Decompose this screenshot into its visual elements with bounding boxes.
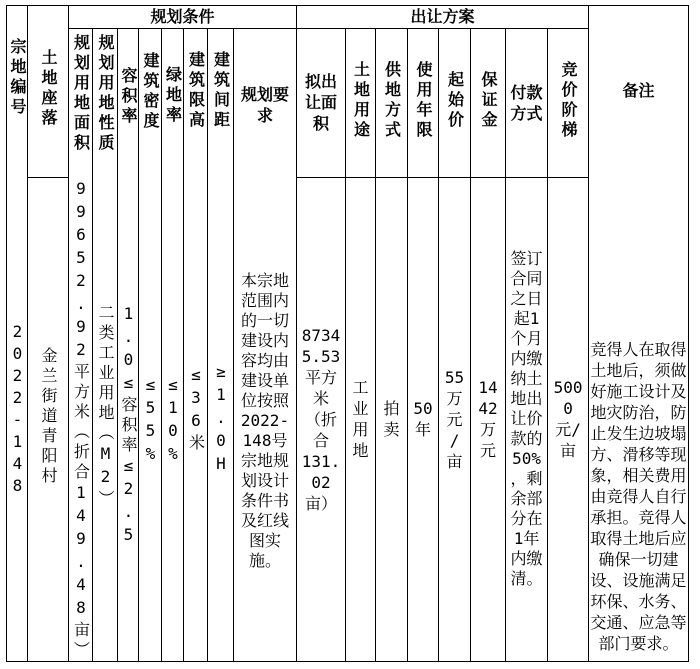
parcel-no-value: 2022-148 <box>8 322 27 498</box>
col-building-density <box>139 29 162 662</box>
land-nature-label: 规划用地性质 <box>96 34 115 154</box>
group-header-row <box>7 6 689 29</box>
planning-area-value: 99652.92平方米（折合149.48亩） <box>71 179 91 661</box>
plot-ratio-label: 容积率 <box>119 67 138 127</box>
plot-ratio-value: 1.0≤容积率≤2.5 <box>119 304 138 548</box>
land-use-header-cell <box>346 29 376 178</box>
col-green-rate <box>162 29 184 662</box>
planning-req-value: 本宗地范围内的一切建设内容均由建设单位按照2022-148号宗地规划设计条件书及红线图实施。 <box>240 271 290 570</box>
supply-method-header-cell <box>376 29 408 178</box>
land-parcel-table <box>6 5 689 662</box>
col-height-limit <box>184 29 208 662</box>
payment-method-value-cell <box>506 177 548 661</box>
location-value-cell <box>28 177 69 661</box>
use-term-value: 50年 <box>413 399 433 440</box>
green-rate-label: 绿地率 <box>163 66 183 126</box>
transfer-area-label: 拟出让面积 <box>305 72 338 134</box>
transfer-plan-title: 出让方案 <box>410 7 475 26</box>
use-term-header-cell <box>408 29 439 178</box>
building-density-value: ≤55% <box>141 375 160 467</box>
col-land-nature <box>93 29 118 662</box>
starting-price-header-cell <box>439 29 471 178</box>
bid-increment-header-cell <box>548 29 589 178</box>
green-rate-value: ≤10% <box>163 375 183 467</box>
supply-method-label: 供地方式 <box>382 60 402 141</box>
building-density-label: 建筑密度 <box>141 52 160 132</box>
planning-conditions-title: 规划条件 <box>150 7 215 26</box>
planning-req-label: 规划要求 <box>240 85 289 125</box>
payment-method-value: 签订合同之日起1个月内缴纳土地出让价款的50%，剩余部分在1年内缴清。 <box>510 249 543 589</box>
starting-price-value-cell <box>439 177 471 661</box>
planning-conditions-group-header <box>69 6 297 29</box>
planning-area-label: 规划用地面积 <box>71 34 91 154</box>
land-nature-value: 二类工业用地（M2） <box>96 304 115 510</box>
col-building-spacing <box>208 29 234 662</box>
bid-increment-value-cell <box>548 177 589 661</box>
building-spacing-value: ≥1.0H <box>211 362 231 477</box>
land-use-value-cell <box>346 177 376 661</box>
col-planning-area <box>69 29 93 662</box>
bid-increment-label: 竞价阶梯 <box>559 60 579 141</box>
payment-method-header-cell <box>506 29 548 178</box>
deposit-value: 1442万元 <box>478 378 498 461</box>
supply-method-value-cell <box>376 177 408 661</box>
sub-header-row <box>7 29 689 178</box>
remarks-value: 竞得人在取得土地后，须做好施工设计及地灾防治，防止发生边坡塌方、滑移等现象，相关费用由竞得人自行承担。竞得人取得土地后应确保一切建设、设施满足环保、水务、交通、应急等部门要求。 <box>590 340 687 653</box>
starting-price-label: 起始价 <box>445 70 465 131</box>
land-use-value: 工业用地 <box>352 378 369 461</box>
parcel-no-label: 宗地编号 <box>8 38 27 118</box>
deposit-value-cell <box>471 177 506 661</box>
remarks-label: 备注 <box>622 81 655 100</box>
height-limit-value: ≤36米 <box>186 365 206 454</box>
transfer-plan-group-header <box>297 6 589 29</box>
location-header-cell <box>28 6 69 178</box>
payment-method-label: 付款方式 <box>510 82 543 123</box>
height-limit-label: 建筑限高 <box>186 51 206 131</box>
col-planning-req <box>234 29 297 662</box>
deposit-header-cell <box>471 29 506 178</box>
building-spacing-label: 建筑间距 <box>211 51 231 131</box>
col-remarks <box>589 6 689 662</box>
land-use-label: 土地用途 <box>351 60 371 141</box>
use-term-value-cell <box>408 177 439 661</box>
col-parcel-no <box>7 6 28 662</box>
transfer-area-value: 87345.53平方米（折合131.02亩） <box>301 325 341 513</box>
use-term-label: 使用年限 <box>414 60 434 141</box>
col-plot-ratio <box>118 29 139 662</box>
starting-price-value: 55万元/亩 <box>444 367 465 471</box>
transfer-area-header-cell <box>297 29 346 178</box>
bid-increment-value: 5000元/亩 <box>553 378 583 461</box>
supply-method-value: 拍卖 <box>383 399 400 440</box>
transfer-area-value-cell <box>297 177 346 661</box>
location-label: 土地座落 <box>39 49 58 130</box>
location-value: 金兰街道青阳村 <box>39 347 58 488</box>
deposit-label: 保证金 <box>479 70 499 131</box>
